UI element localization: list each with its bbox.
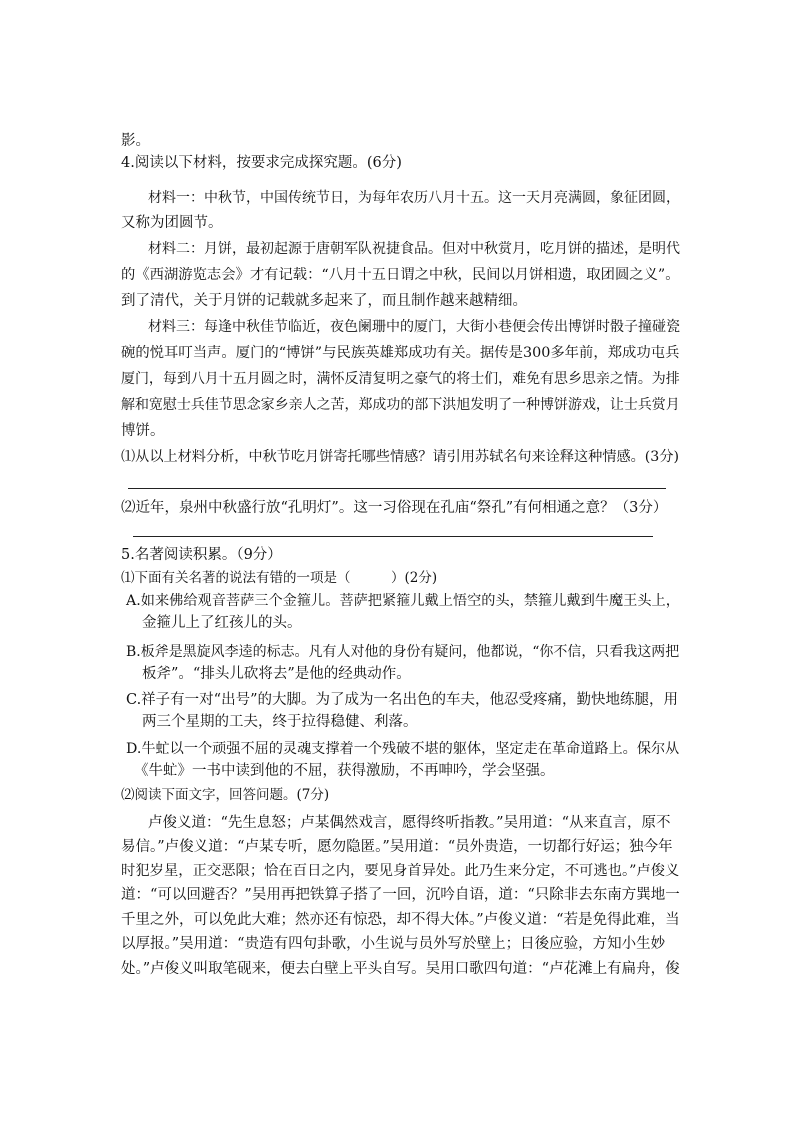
material-3-line: 厦门，每到八月十五月圆之时，满怀反清复明之豪气的将士们，难免有思乡思亲之情。为排 [121,371,680,387]
option-b-cont: 板斧”。“排头儿砍将去”是他的经典动作。 [142,666,411,682]
passage-line: 道：“可以回避否？”吴用再把铁算子搭了一回，沉吟自语，道：“只除非去东南方巽地一 [121,887,680,903]
option-a: A.如来佛给观音菩萨三个金箍儿。菩萨把紧箍儿戴上悟空的头，禁箍儿戴到牛魔王头上， [126,593,680,609]
passage-line: 千里之外，可以免此大难；然亦还有惊恐，却不得大体。”卢俊义道：“若是免得此难，当 [121,912,680,928]
question-4-sub-2: ⑵近年，泉州中秋盛行放“孔明灯”。这一习俗现在孔庙“祭孔”有何相通之意？（3分） [121,500,668,516]
passage-line: 卢俊义道：“先生息怒；卢某偶然戏言，愿得终听指教。”吴用道：“从来直言，原不 [148,815,671,831]
material-2-line: 材料二：月饼，最初起源于唐朝军队祝捷食品。但对中秋赏月，吃月饼的描述，是明代 [148,241,680,257]
option-d-cont: 《牛虻》一书中读到他的不屈，获得激励，不再呻吟，学会坚强。 [134,763,555,779]
passage-line: 以厚报。”吴用道：“贵造有四句卦歌，小生说与员外写於壁上；日後应验，方知小生妙 [121,936,666,952]
option-d: D.牛虻以一个顽强不屈的灵魂支撑着一个残破不堪的躯体，坚定走在革命道路上。保尔从 [126,741,680,757]
question-5-heading: 5.名著阅读积累。（9分） [121,547,282,563]
question-5-sub-1: ⑴下面有关名著的说法有错的一项是（ ）(2分) [121,570,438,586]
question-4-heading: 4.阅读以下材料，按要求完成探究题。(6分) [121,155,402,171]
material-1-line: 材料一：中秋节，中国传统节日，为每年农历八月十五。这一天月亮满圆，象征团圆， [148,190,680,206]
question-5-sub-2: ⑵阅读下面文字，回答问题。(7分) [121,787,330,803]
top-fragment: 影。 [121,133,150,149]
material-3-line: 碗的悦耳叮当声。厦门的“博饼”与民族英雄郑成功有关。据传是300多年前，郑成功屯兵 [121,345,680,361]
material-1-line: 又称为团圆节。 [121,215,223,231]
material-2-line: 的《西湖游览志会》才有记载：“八月十五日谓之中秋，民间以月饼相遗，取团圆之义”。 [121,267,680,283]
option-b: B.板斧是黑旋风李逵的标志。凡有人对他的身份有疑问，他都说，“你不信，只看我这两把 [126,644,680,660]
option-a-cont: 金箍儿上了红孩儿的头。 [142,615,302,631]
passage-line: 处。”卢俊义叫取笔砚来，便去白壁上平头自写。吴用口歌四句道：“卢花滩上有扁舟，俊 [121,961,680,977]
material-3-line: 解和宽慰士兵佳节思念家乡亲人之苦，郑成功的部下洪旭发明了一种博饼游戏，让士兵赏月 [121,397,680,413]
answer-line [133,536,653,537]
option-c-cont: 两三个星期的工夫，终于拉得稳健、利落。 [142,714,418,730]
material-3-line: 材料三：每逢中秋佳节临近，夜色阑珊中的厦门，大街小巷便会传出博饼时骰子撞碰瓷 [148,319,680,335]
option-c: C.祥子有一对“出号”的大脚。为了成为一名出色的车夫，他忍受疼痛，勤快地练腿，用 [126,692,679,708]
question-4-sub-1: ⑴从以上材料分析，中秋节吃月饼寄托哪些情感？请引用苏轼名句来诠释这种情感。(3分) [121,449,679,465]
passage-line: 时犯岁星，正交恶限；恰在百日之内，要见身首异处。此乃生来分定，不可逃也。”卢俊义 [121,863,680,879]
answer-line [128,488,666,489]
passage-line: 易信。”卢俊义道：“卢某专听，愿勿隐匿。”吴用道：“员外贵造，一切都行好运；独今年 [121,839,673,855]
material-2-line: 到了清代，关于月饼的记载就多起来了，而且制作越来越精细。 [121,293,527,309]
material-3-line: 博饼。 [121,423,165,439]
